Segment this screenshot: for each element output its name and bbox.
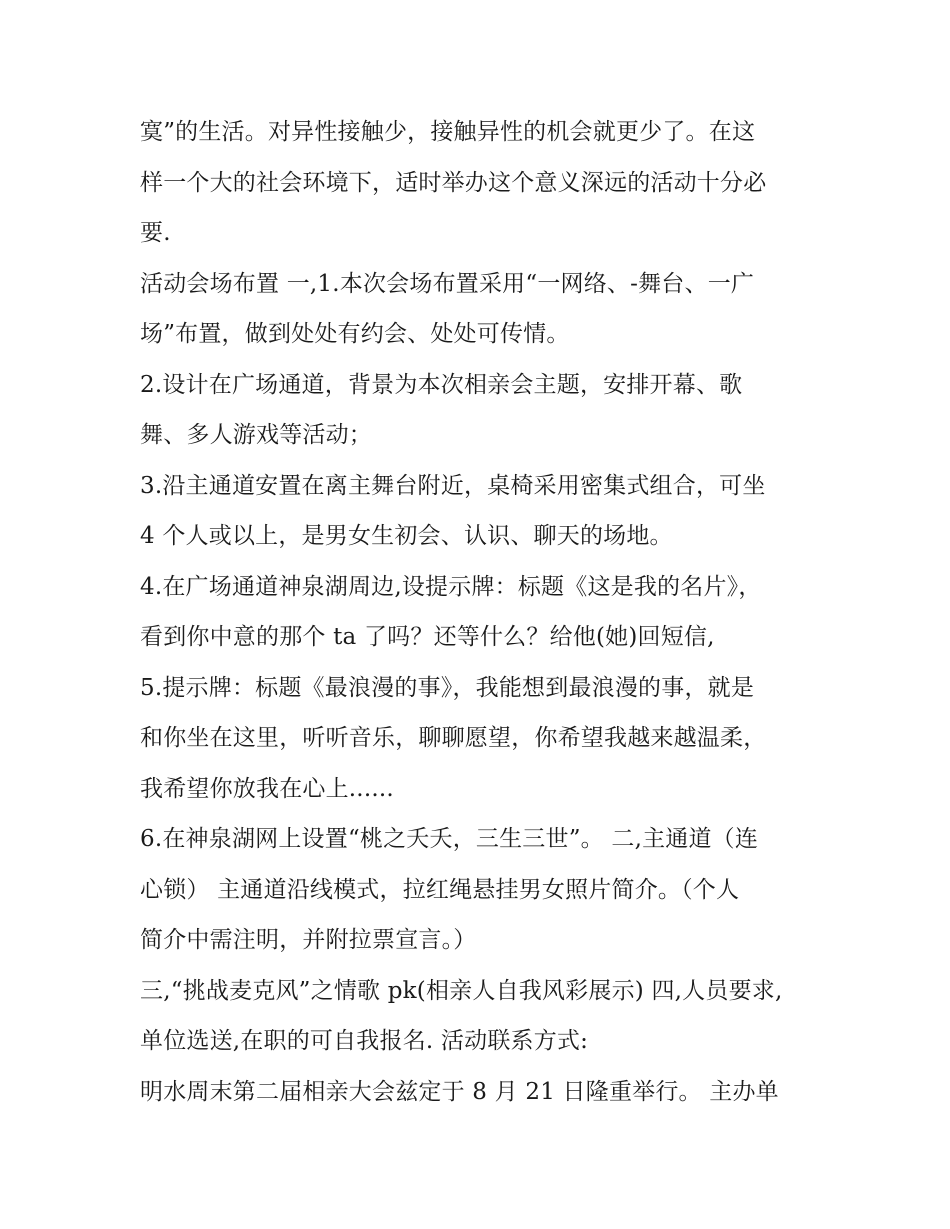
text-line-20: 明水周末第二届相亲大会兹定于 8 月 21 日隆重举行。 主办单 (140, 1078, 779, 1105)
text-line-13: 和你坐在这里，听听音乐，聊聊愿望，你希望我越来越温柔， (140, 725, 767, 751)
text-line-4: 活动会场布置 一,1.本次会场布置采用“一网络、-舞台、一广 (140, 270, 755, 297)
text-line-2: 样一个大的社会环境下，适时举办这个意义深远的活动十分必 (140, 169, 767, 196)
text-line-11: 看到你中意的那个 ta 了吗？还等什么？给他(她)回短信, (140, 624, 715, 650)
text-line-16: 心锁） 主通道沿线模式，拉红绳悬挂男女照片简介。（个人 (140, 876, 740, 903)
text-line-19: 单位选送,在职的可自我报名. 活动联系方式: (140, 1028, 589, 1054)
text-line-17: 简介中需注明，并附拉票宣言。） (140, 927, 477, 953)
text-line-8: 3.沿主通道安置在离主舞台附近，桌椅采用密集式组合，可坐 (140, 472, 766, 499)
text-line-10: 4.在广场通道神泉湖周边,设提示牌：标题《这是我的名片》， (140, 573, 762, 600)
document-body (140, 107, 820, 1117)
text-line-5: 场”布置，做到处处有约会、处处可传情。 (140, 321, 570, 347)
text-line-3: 要. (140, 220, 171, 246)
text-line-7: 舞、多人游戏等活动； (140, 422, 372, 448)
text-line-9: 4 个人或以上，是男女生初会、认识、聊天的场地。 (140, 523, 673, 549)
text-line-14: 我希望你放我在心上...... (140, 775, 394, 802)
text-line-1: 寞”的生活。对异性接触少，接触异性的机会就更少了。在这 (140, 119, 756, 145)
text-line-18: 三,“挑战麦克风”之情歌 pk(相亲人自我风彩展示) 四,人员要求, (140, 977, 783, 1004)
text-line-12: 5.提示牌：标题《最浪漫的事》，我能想到最浪漫的事，就是 (140, 674, 755, 701)
text-line-6: 2.设计在广场通道，背景为本次相亲会主题，安排开幕、歌 (140, 371, 743, 398)
text-line-15: 6.在神泉湖网上设置“桃之夭夭，三生三世”。 二,主通道（连 (140, 826, 759, 852)
